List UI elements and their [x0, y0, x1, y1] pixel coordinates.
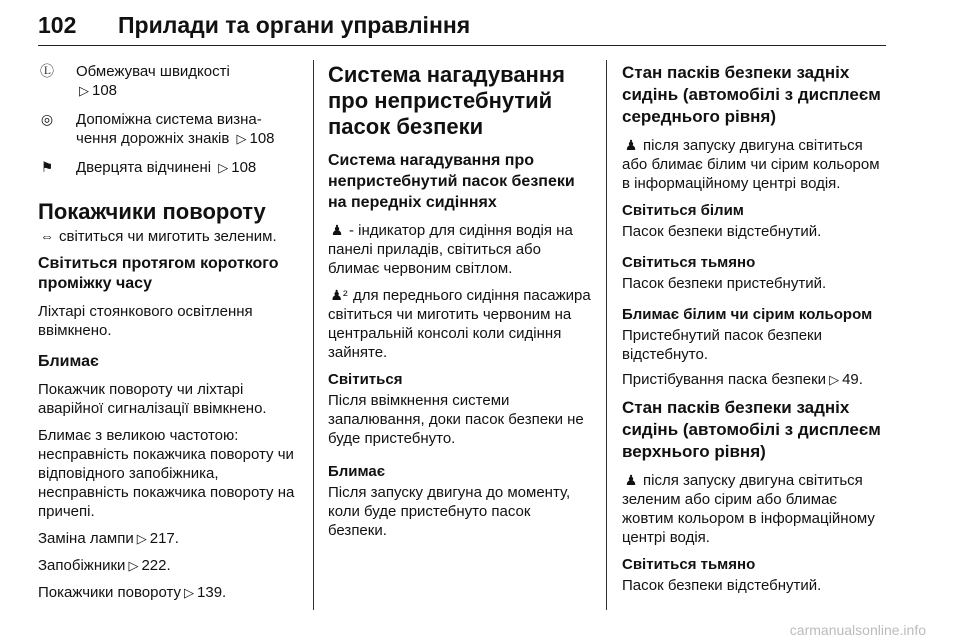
page-title: Прилади та органи управління — [118, 12, 471, 38]
page-ref-arrow-icon: ▷ — [218, 160, 229, 175]
header-divider — [38, 45, 886, 46]
indicator-label: Обмежувач швидкості — [76, 63, 230, 80]
column-divider — [606, 60, 607, 610]
indicator-label: Допоміжна система визна-чення дорожніх знаків — [76, 111, 262, 147]
intro-text: світиться чи миготить зеленим. — [59, 228, 277, 245]
page-ref-arrow-icon: ▷ — [136, 531, 147, 546]
page-ref-link[interactable]: 217. — [149, 530, 179, 547]
subheading: Світиться білим — [622, 202, 744, 219]
page-ref-arrow-icon: ▷ — [79, 83, 89, 98]
watermark: carmanualsonline.info — [789, 622, 926, 638]
subheading: Світиться — [328, 371, 403, 388]
ref-label: Покажчики повороту — [38, 584, 182, 601]
column-divider — [313, 60, 314, 610]
paragraph — [622, 136, 886, 193]
indicator-label: Дверцята відчинені — [76, 159, 212, 176]
subheading: Блимає білим чи сірим кольором — [622, 306, 873, 323]
turn-signal-intro — [38, 227, 300, 246]
cross-reference — [38, 529, 300, 548]
subheading: Блимає — [328, 463, 386, 480]
page-ref-arrow-icon: ▷ — [184, 585, 195, 600]
paragraph: Після запуску двигуна до моменту, коли буде пристебнуто пасок безпеки. — [328, 484, 571, 539]
paragraph: Після ввімкнення системи запалювання, доки пасок безпеки не буде пристебнуто. — [328, 392, 584, 447]
page-ref-arrow-icon: ▷ — [128, 558, 139, 573]
traffic-sign-assistant-icon: ◎ — [40, 111, 54, 127]
speed-limiter-icon: Ⓛ — [40, 63, 54, 79]
seatbelt-passenger-icon: ♟² — [330, 287, 348, 303]
page-ref-arrow-icon: ▷ — [236, 131, 247, 146]
paragraph-text: для переднього сидіння пасажира світиться чи миготить червоним на центральній консолі коли сидіння зайняте. — [328, 287, 591, 361]
rear-seatbelt-icon: ♟ — [624, 472, 638, 488]
column-3 — [622, 62, 886, 603]
paragraph — [328, 286, 592, 362]
page-ref-arrow-icon: ▷ — [829, 372, 840, 387]
column-2 — [328, 62, 592, 548]
section-heading: Покажчики повороту — [38, 199, 266, 224]
paragraph: Блимає з великою частотою: несправність покажчика повороту чи відповідного запобіжника, несправність покажчика повороту на причепі. — [38, 427, 295, 520]
indicator-door-open — [38, 158, 300, 177]
paragraph-text: після запуску двигуна світиться або блимає білим чи сірим кольором в інформаційному центрі водія. — [622, 137, 880, 192]
door-open-icon: ⚑ — [40, 159, 54, 175]
subheading: Блимає — [38, 353, 99, 370]
subheading: Світиться протягом короткого проміжку часу — [38, 255, 279, 292]
subheading: Світиться тьмяно — [622, 254, 756, 271]
seatbelt-driver-icon: ♟ — [330, 222, 344, 238]
paragraph: Пасок безпеки пристебнутий. — [622, 275, 827, 292]
indicator-traffic-sign — [38, 110, 300, 148]
page-ref-link[interactable]: 108 — [249, 130, 275, 147]
ref-label: Заміна лампи — [38, 530, 134, 547]
page-header — [38, 6, 886, 46]
ref-label: Запобіжники — [38, 557, 126, 574]
column-1 — [38, 62, 300, 610]
paragraph: Покажчик повороту чи ліхтарі аварійної сигналізації ввімкнено. — [38, 381, 267, 417]
page-ref-link[interactable]: 108 — [92, 82, 118, 99]
page-ref-link[interactable]: 139. — [197, 584, 227, 601]
subheading: Система нагадування про непристебнутий пасок безпеки на передніх сидіннях — [328, 152, 575, 211]
cross-reference — [38, 556, 300, 575]
page-ref-link[interactable]: 108 — [231, 159, 257, 176]
section-heading: Стан пасків безпеки задніх сидінь (автомобілі з дисплеєм верхнього рівня) — [622, 398, 881, 461]
paragraph — [622, 471, 886, 547]
cross-reference — [622, 370, 886, 389]
ref-label: Пристібування паска безпеки — [622, 371, 827, 388]
rear-seatbelt-icon: ♟ — [624, 137, 638, 153]
section-heading: Система нагадування про непристебнутий пасок безпеки — [328, 62, 565, 139]
paragraph — [328, 221, 592, 278]
paragraph-text: після запуску двигуна світиться зеленим або сірим або блимає жовтим кольором в інформаційному центрі водія. — [622, 472, 875, 546]
paragraph: Пасок безпеки відстебнутий. — [622, 223, 822, 240]
turn-signal-icon: ⇔ — [40, 228, 54, 244]
paragraph: Пристебнутий пасок безпеки відстебнуто. — [622, 327, 822, 363]
page-ref-link[interactable]: 49. — [842, 371, 863, 388]
cross-reference — [38, 583, 300, 602]
indicator-speed-limiter — [38, 62, 300, 100]
subheading: Світиться тьмяно — [622, 556, 756, 573]
page-number: 102 — [38, 12, 77, 38]
paragraph: Ліхтарі стоянкового освітлення ввімкнено. — [38, 303, 253, 339]
page-ref-link[interactable]: 222. — [141, 557, 171, 574]
paragraph: Пасок безпеки відстебнутий. — [622, 577, 822, 594]
paragraph-text: - індикатор для сидіння водія на панелі приладів, світиться або блимає червоним світлом. — [328, 222, 573, 277]
section-heading: Стан пасків безпеки задніх сидінь (автомобілі з дисплеєм середнього рівня) — [622, 63, 881, 126]
